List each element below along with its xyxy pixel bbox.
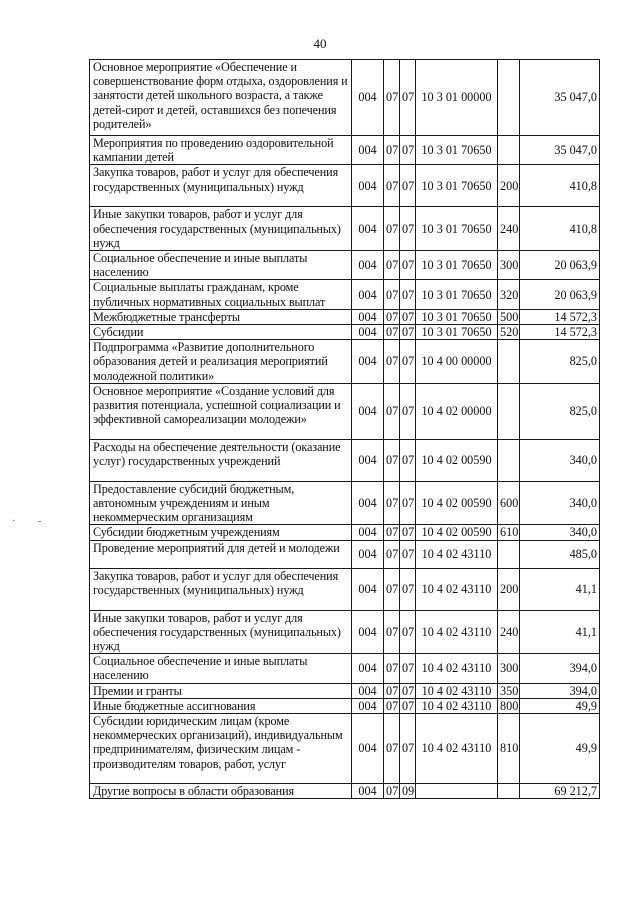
table-row — [90, 714, 600, 784]
table-row — [90, 481, 600, 525]
row-section-code: 07 — [384, 325, 400, 340]
row-grbs-code: 004 — [352, 60, 384, 136]
row-target-article: 10 4 02 43110 — [416, 540, 498, 568]
row-subsection-code: 07 — [400, 698, 416, 713]
row-expense-type — [498, 136, 520, 165]
row-grbs-code: 004 — [352, 136, 384, 165]
table-row — [90, 340, 600, 384]
row-name: Проведение мероприятий для детей и молодежи — [90, 540, 352, 568]
table-row — [90, 784, 600, 799]
row-name: Основное мероприятие «Создание условий для развития потенциала, успешной социализации и эффективной самореализации молодежи» — [90, 383, 352, 439]
row-section-code: 07 — [384, 165, 400, 207]
table-row — [90, 60, 600, 136]
row-amount: 485,0 — [520, 540, 600, 568]
row-section-code: 07 — [384, 207, 400, 251]
row-grbs-code: 004 — [352, 165, 384, 207]
row-name: Субсидии — [90, 325, 352, 340]
table-row — [90, 654, 600, 683]
row-subsection-code: 07 — [400, 481, 416, 525]
row-grbs-code: 004 — [352, 481, 384, 525]
row-subsection-code: 07 — [400, 683, 416, 698]
table-row — [90, 525, 600, 540]
row-target-article: 10 4 02 00000 — [416, 383, 498, 439]
row-grbs-code: 004 — [352, 610, 384, 654]
row-section-code: 07 — [384, 309, 400, 324]
row-amount: 14 572,3 — [520, 309, 600, 324]
row-expense-type — [498, 60, 520, 136]
row-subsection-code: 07 — [400, 165, 416, 207]
row-subsection-code: 07 — [400, 136, 416, 165]
row-grbs-code: 004 — [352, 207, 384, 251]
row-name: Межбюджетные трансферты — [90, 309, 352, 324]
row-expense-type: 810 — [498, 714, 520, 784]
row-name: Предоставление субсидий бюджетным, автономным учреждениям и иным некоммерческим организациям — [90, 481, 352, 525]
row-grbs-code: 004 — [352, 568, 384, 610]
row-expense-type — [498, 439, 520, 481]
row-section-code: 07 — [384, 60, 400, 136]
row-subsection-code: 07 — [400, 540, 416, 568]
row-grbs-code: 004 — [352, 654, 384, 683]
row-amount: 410,8 — [520, 165, 600, 207]
row-name: Социальное обеспечение и иные выплаты населению — [90, 251, 352, 280]
row-grbs-code: 004 — [352, 340, 384, 384]
row-subsection-code: 07 — [400, 340, 416, 384]
row-subsection-code: 07 — [400, 383, 416, 439]
table-row — [90, 309, 600, 324]
row-expense-type: 520 — [498, 325, 520, 340]
row-amount: 825,0 — [520, 340, 600, 384]
row-name: Социальное обеспечение и иные выплаты населению — [90, 654, 352, 683]
row-subsection-code: 07 — [400, 610, 416, 654]
row-section-code: 07 — [384, 610, 400, 654]
table-row — [90, 683, 600, 698]
row-target-article: 10 4 02 43110 — [416, 610, 498, 654]
row-subsection-code: 07 — [400, 439, 416, 481]
page-number: 40 — [313, 36, 327, 51]
row-amount: 41,1 — [520, 610, 600, 654]
row-section-code: 07 — [384, 784, 400, 799]
row-section-code: 07 — [384, 568, 400, 610]
row-name: Иные закупки товаров, работ и услуг для обеспечения государственных (муниципальных) нужд — [90, 610, 352, 654]
row-amount: 35 047,0 — [520, 60, 600, 136]
row-target-article: 10 4 02 43110 — [416, 683, 498, 698]
row-subsection-code: 07 — [400, 525, 416, 540]
row-subsection-code: 07 — [400, 325, 416, 340]
row-subsection-code: 07 — [400, 309, 416, 324]
table-row — [90, 439, 600, 481]
row-section-code: 07 — [384, 439, 400, 481]
row-subsection-code: 07 — [400, 654, 416, 683]
table-row — [90, 280, 600, 309]
row-grbs-code: 004 — [352, 309, 384, 324]
row-target-article: 10 3 01 70650 — [416, 280, 498, 309]
row-expense-type — [498, 540, 520, 568]
row-amount: 394,0 — [520, 683, 600, 698]
row-amount: 20 063,9 — [520, 251, 600, 280]
row-target-article: 10 3 01 70650 — [416, 309, 498, 324]
row-expense-type: 240 — [498, 207, 520, 251]
table-row — [90, 207, 600, 251]
row-expense-type — [498, 784, 520, 799]
row-amount: 69 212,7 — [520, 784, 600, 799]
row-expense-type: 300 — [498, 654, 520, 683]
row-target-article: 10 3 01 70650 — [416, 136, 498, 165]
table-row — [90, 251, 600, 280]
row-target-article: 10 4 02 43110 — [416, 714, 498, 784]
row-target-article: 10 3 01 70650 — [416, 251, 498, 280]
row-name: Премии и гранты — [90, 683, 352, 698]
row-grbs-code: 004 — [352, 784, 384, 799]
row-name: Субсидии юридическим лицам (кроме некоммерческих организаций), индивидуальным предпринимателям, физическим лицам - производителям товаров, работ, услуг — [90, 714, 352, 784]
row-expense-type: 610 — [498, 525, 520, 540]
table-row — [90, 698, 600, 713]
row-expense-type: 300 — [498, 251, 520, 280]
row-subsection-code: 07 — [400, 714, 416, 784]
row-subsection-code: 07 — [400, 60, 416, 136]
table-row — [90, 165, 600, 207]
row-name: Иные закупки товаров, работ и услуг для обеспечения государственных (муниципальных) нужд — [90, 207, 352, 251]
row-expense-type: 600 — [498, 481, 520, 525]
table-row — [90, 325, 600, 340]
row-amount: 340,0 — [520, 439, 600, 481]
row-name: Субсидии бюджетным учреждениям — [90, 525, 352, 540]
row-amount: 49,9 — [520, 698, 600, 713]
row-target-article: 10 3 01 70650 — [416, 325, 498, 340]
row-section-code: 07 — [384, 481, 400, 525]
row-section-code: 07 — [384, 540, 400, 568]
row-grbs-code: 004 — [352, 251, 384, 280]
budget-table — [89, 59, 600, 799]
row-expense-type: 800 — [498, 698, 520, 713]
table-row — [90, 136, 600, 165]
row-expense-type: 500 — [498, 309, 520, 324]
table-row — [90, 610, 600, 654]
row-name: Расходы на обеспечение деятельности (оказание услуг) государственных учреждений — [90, 439, 352, 481]
row-grbs-code: 004 — [352, 280, 384, 309]
row-name: Социальные выплаты гражданам, кроме публичных нормативных социальных выплат — [90, 280, 352, 309]
row-target-article: 10 4 02 00590 — [416, 439, 498, 481]
row-target-article: 10 4 02 43110 — [416, 654, 498, 683]
row-section-code: 07 — [384, 654, 400, 683]
row-subsection-code: 09 — [400, 784, 416, 799]
row-expense-type: 320 — [498, 280, 520, 309]
row-amount: 394,0 — [520, 654, 600, 683]
row-grbs-code: 004 — [352, 540, 384, 568]
row-target-article: 10 4 02 43110 — [416, 698, 498, 713]
table-row — [90, 568, 600, 610]
row-section-code: 07 — [384, 280, 400, 309]
row-expense-type — [498, 340, 520, 384]
row-amount: 49,9 — [520, 714, 600, 784]
row-grbs-code: 004 — [352, 714, 384, 784]
row-expense-type: 200 — [498, 165, 520, 207]
row-grbs-code: 004 — [352, 525, 384, 540]
row-expense-type: 240 — [498, 610, 520, 654]
row-amount: 410,8 — [520, 207, 600, 251]
row-grbs-code: 004 — [352, 439, 384, 481]
row-target-article — [416, 784, 498, 799]
row-target-article: 10 3 01 70650 — [416, 165, 498, 207]
row-subsection-code: 07 — [400, 207, 416, 251]
row-grbs-code: 004 — [352, 325, 384, 340]
row-target-article: 10 3 01 70650 — [416, 207, 498, 251]
row-name: Закупка товаров, работ и услуг для обеспечения государственных (муниципальных) нужд — [90, 568, 352, 610]
row-name: Другие вопросы в области образования — [90, 784, 352, 799]
margin-dash: - — [38, 516, 42, 527]
row-amount: 825,0 — [520, 383, 600, 439]
row-target-article: 10 4 02 43110 — [416, 568, 498, 610]
row-section-code: 07 — [384, 136, 400, 165]
row-section-code: 07 — [384, 683, 400, 698]
row-target-article: 10 4 00 00000 — [416, 340, 498, 384]
row-section-code: 07 — [384, 340, 400, 384]
row-name: Подпрограмма «Развитие дополнительного образования детей и реализация мероприятий молодежной политики» — [90, 340, 352, 384]
row-subsection-code: 07 — [400, 280, 416, 309]
row-grbs-code: 004 — [352, 383, 384, 439]
row-amount: 20 063,9 — [520, 280, 600, 309]
row-amount: 340,0 — [520, 481, 600, 525]
row-name: Закупка товаров, работ и услуг для обеспечения государственных (муниципальных) нужд — [90, 165, 352, 207]
row-amount: 41,1 — [520, 568, 600, 610]
row-subsection-code: 07 — [400, 251, 416, 280]
row-section-code: 07 — [384, 383, 400, 439]
row-section-code: 07 — [384, 525, 400, 540]
row-name: Иные бюджетные ассигнования — [90, 698, 352, 713]
row-expense-type: 200 — [498, 568, 520, 610]
row-section-code: 07 — [384, 698, 400, 713]
row-target-article: 10 4 02 00590 — [416, 525, 498, 540]
row-name: Мероприятия по проведению оздоровительной кампании детей — [90, 136, 352, 165]
row-target-article: 10 3 01 00000 — [416, 60, 498, 136]
row-section-code: 07 — [384, 714, 400, 784]
row-grbs-code: 004 — [352, 683, 384, 698]
row-expense-type: 350 — [498, 683, 520, 698]
row-amount: 14 572,3 — [520, 325, 600, 340]
table-row — [90, 383, 600, 439]
row-amount: 340,0 — [520, 525, 600, 540]
row-section-code: 07 — [384, 251, 400, 280]
row-grbs-code: 004 — [352, 698, 384, 713]
row-name: Основное мероприятие «Обеспечение и совершенствование форм отдыха, оздоровления и занятости детей школьного возраста, а также детей-сирот и детей, оставшихся без попечения родителей» — [90, 60, 352, 136]
row-target-article: 10 4 02 00590 — [416, 481, 498, 525]
row-expense-type — [498, 383, 520, 439]
margin-dot: · — [12, 516, 16, 527]
row-subsection-code: 07 — [400, 568, 416, 610]
table-row — [90, 540, 600, 568]
row-amount: 35 047,0 — [520, 136, 600, 165]
